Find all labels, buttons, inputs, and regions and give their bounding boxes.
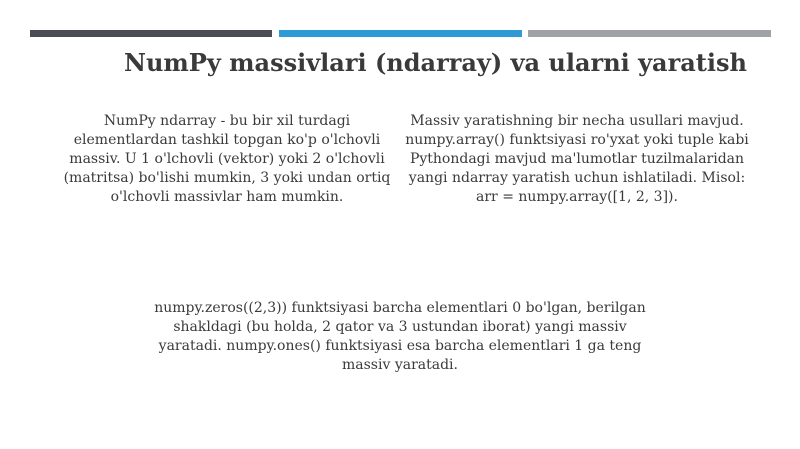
slide-title: NumPy massivlari (ndarray) va ularni yaratish [124,48,747,77]
top-accent-bar-dark [30,30,272,37]
title-container [0,48,800,88]
paragraph-zeros-ones: numpy.zeros((2,3)) funktsiyasi barcha elementlari 0 bo'lgan, berilgan shakldagi (bu holda, 2 qator va 3 ustundan iborat) yangi massiv yaratadi. numpy.ones() funktsiyasi esa barcha elementlari 1 ga teng massiv yaratadi. [154,300,646,373]
paragraph-array-creation: Massiv yaratishning bir necha usullari mavjud. numpy.array() funktsiyasi ro'yxat yoki tuple kabi Pythondagi mavjud ma'lumotlar tuzilmalaridan yangi ndarray yaratish uchun ishlatiladi. Misol: arr = numpy.array([1, 2, 3]). [405,113,749,205]
top-accent-bar-blue [279,30,522,37]
top-accent-bar-gray [528,30,771,37]
paragraph-ndarray-definition: NumPy ndarray - bu bir xil turdagi elementlardan tashkil topgan ko'p o'lchovli massiv. U 1 o'lchovli (vektor) yoki 2 o'lchovli (matritsa) bo'lishi mumkin, 3 yoki undan ortiq o'lchovli massivlar ham mumkin. [63,113,391,205]
